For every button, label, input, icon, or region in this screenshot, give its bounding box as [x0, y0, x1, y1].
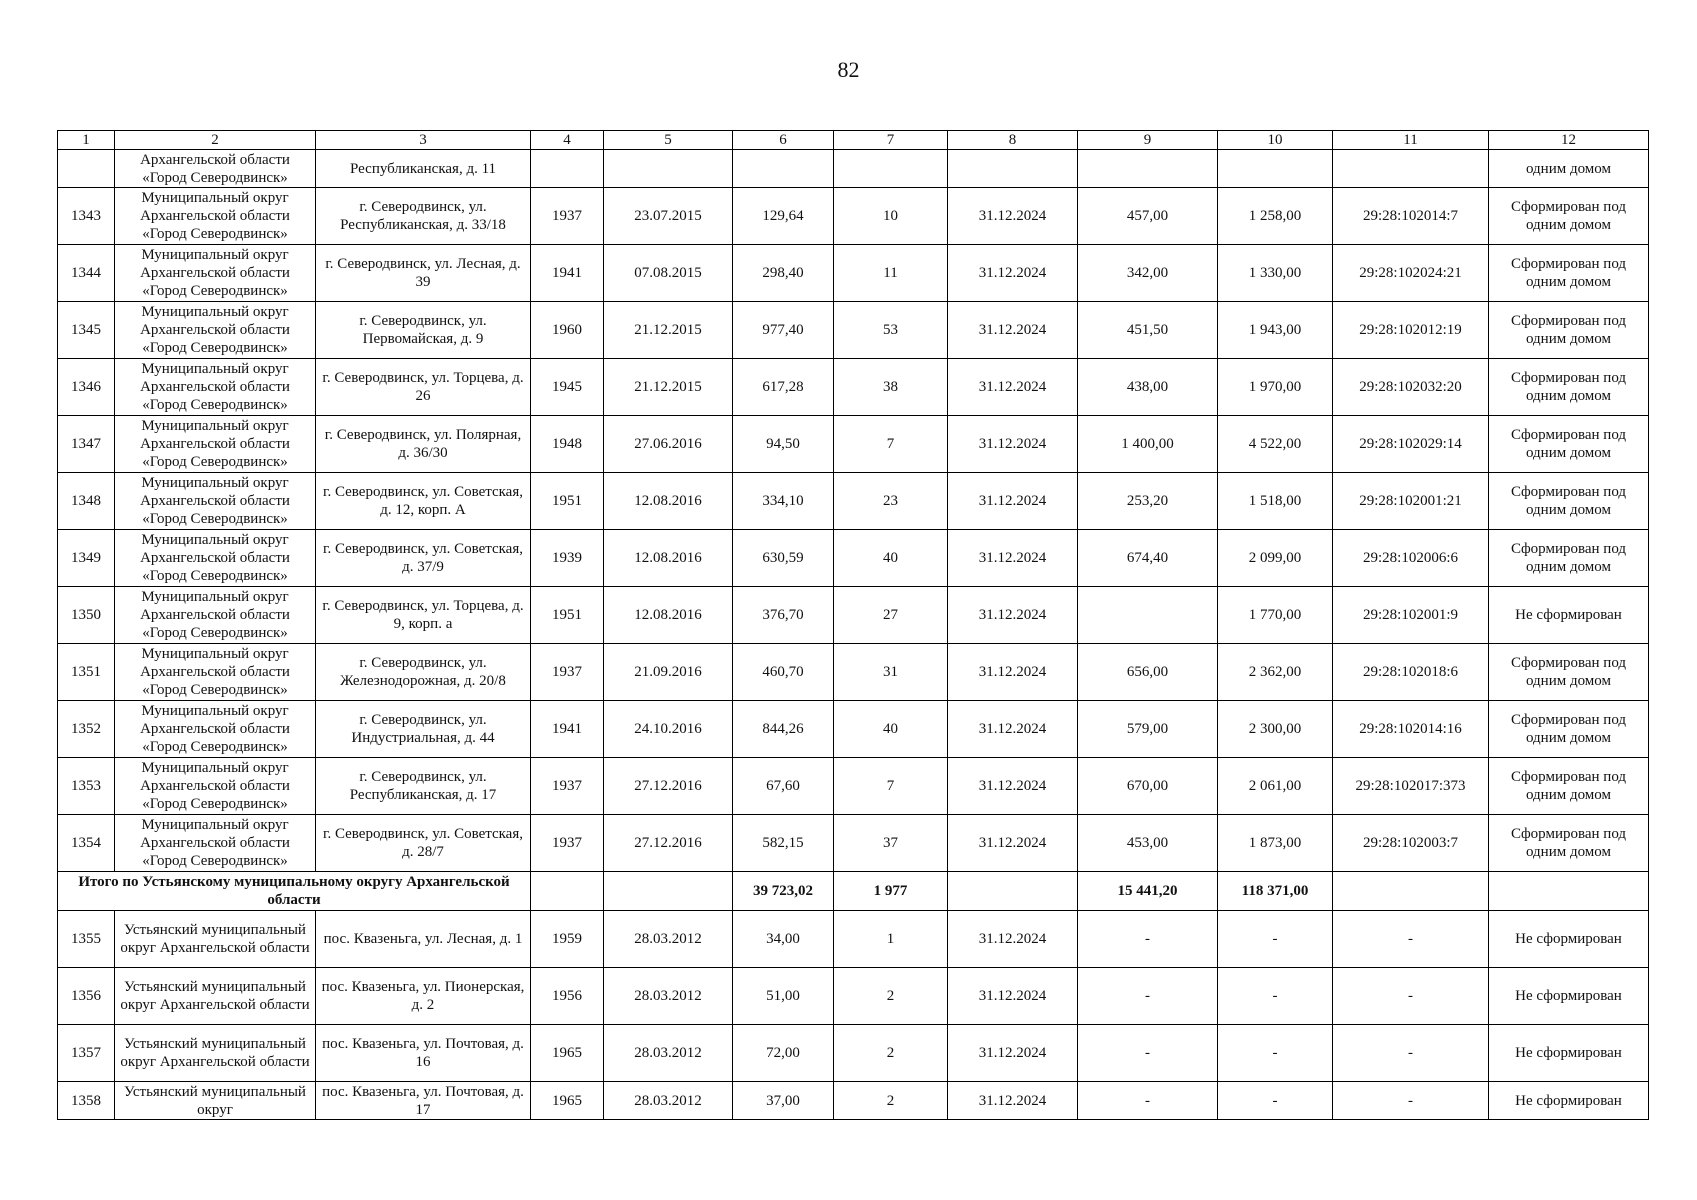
row-number-cell: 1347 [58, 416, 115, 473]
column-number: 9 [1078, 131, 1218, 150]
deadline-cell: 31.12.2024 [948, 1082, 1078, 1120]
area-cell: 617,28 [733, 359, 834, 416]
cadastral-value-cell [1218, 150, 1333, 188]
area-cell: 977,40 [733, 302, 834, 359]
column-number: 2 [115, 131, 316, 150]
cadastral-number-cell: 29:28:102014:16 [1333, 701, 1489, 758]
row-number-cell: 1344 [58, 245, 115, 302]
area-cell: 298,40 [733, 245, 834, 302]
column-number: 1 [58, 131, 115, 150]
cadastral-number-cell: 29:28:102014:7 [1333, 188, 1489, 245]
year-cell: 1937 [531, 188, 604, 245]
date-cell: 28.03.2012 [604, 911, 733, 968]
people-cell: 31 [834, 644, 948, 701]
row-number-cell: 1348 [58, 473, 115, 530]
status-cell: Сформирован под одним домом [1489, 416, 1649, 473]
people-cell: 2 [834, 1025, 948, 1082]
year-cell: 1937 [531, 644, 604, 701]
deadline-cell: 31.12.2024 [948, 1025, 1078, 1082]
column-number: 10 [1218, 131, 1333, 150]
people-cell: 1 [834, 911, 948, 968]
table-row [58, 188, 1649, 245]
owner-cell: Муниципальный округ Архангельской области «Город Северодвинск» [115, 701, 316, 758]
address-cell: г. Северодвинск, ул. Железнодорожная, д. 20/8 [316, 644, 531, 701]
status-cell: Не сформирован [1489, 1082, 1649, 1120]
address-cell: Республиканская, д. 11 [316, 150, 531, 188]
address-cell: г. Северодвинск, ул. Советская, д. 12, корп. А [316, 473, 531, 530]
date-cell: 12.08.2016 [604, 530, 733, 587]
owner-cell: Муниципальный округ Архангельской области «Город Северодвинск» [115, 587, 316, 644]
status-cell: Не сформирован [1489, 587, 1649, 644]
table-row [58, 644, 1649, 701]
column-number: 12 [1489, 131, 1649, 150]
cadastral-value-cell: - [1218, 968, 1333, 1025]
land-area-cell [1078, 150, 1218, 188]
row-number-cell: 1356 [58, 968, 115, 1025]
deadline-cell [948, 150, 1078, 188]
land-area-cell: 670,00 [1078, 758, 1218, 815]
owner-cell: Устьянский муниципальный округ Архангельской области [115, 968, 316, 1025]
status-cell: Сформирован под одним домом [1489, 758, 1649, 815]
row-number-cell: 1357 [58, 1025, 115, 1082]
people-cell: 2 [834, 968, 948, 1025]
table-row [58, 530, 1649, 587]
row-number-cell: 1345 [58, 302, 115, 359]
status-cell: Не сформирован [1489, 968, 1649, 1025]
cadastral-value-cell: 1 770,00 [1218, 587, 1333, 644]
people-cell [834, 150, 948, 188]
column-number: 11 [1333, 131, 1489, 150]
row-number-cell: 1350 [58, 587, 115, 644]
owner-cell: Архангельской области «Город Северодвинск» [115, 150, 316, 188]
owner-cell: Муниципальный округ Архангельской области «Город Северодвинск» [115, 245, 316, 302]
people-cell: 37 [834, 815, 948, 872]
cadastral-number-cell: - [1333, 968, 1489, 1025]
deadline-cell: 31.12.2024 [948, 473, 1078, 530]
row-number-cell: 1353 [58, 758, 115, 815]
address-cell: пос. Квазеньга, ул. Пионерская, д. 2 [316, 968, 531, 1025]
year-cell: 1960 [531, 302, 604, 359]
cadastral-number-cell: - [1333, 1082, 1489, 1120]
date-cell: 21.12.2015 [604, 302, 733, 359]
address-cell: г. Северодвинск, ул. Республиканская, д. 17 [316, 758, 531, 815]
owner-cell: Муниципальный округ Архангельской области «Город Северодвинск» [115, 815, 316, 872]
owner-cell: Муниципальный округ Архангельской области «Город Северодвинск» [115, 530, 316, 587]
total-land-area-cell: 15 441,20 [1078, 872, 1218, 911]
land-area-cell: 438,00 [1078, 359, 1218, 416]
people-cell: 10 [834, 188, 948, 245]
owner-cell: Муниципальный округ Архангельской области «Город Северодвинск» [115, 416, 316, 473]
year-cell: 1941 [531, 701, 604, 758]
table-row [58, 911, 1649, 968]
table-row [58, 701, 1649, 758]
cadastral-value-cell: 2 099,00 [1218, 530, 1333, 587]
deadline-cell: 31.12.2024 [948, 245, 1078, 302]
total-cadastral-value-cell: 118 371,00 [1218, 872, 1333, 911]
people-cell: 40 [834, 530, 948, 587]
date-cell: 27.06.2016 [604, 416, 733, 473]
row-number-cell: 1346 [58, 359, 115, 416]
area-cell: 94,50 [733, 416, 834, 473]
cadastral-number-cell: 29:28:102001:21 [1333, 473, 1489, 530]
date-cell: 28.03.2012 [604, 1025, 733, 1082]
table-row [58, 815, 1649, 872]
deadline-cell [948, 872, 1078, 911]
owner-cell: Муниципальный округ Архангельской области «Город Северодвинск» [115, 302, 316, 359]
people-cell: 53 [834, 302, 948, 359]
deadline-cell: 31.12.2024 [948, 188, 1078, 245]
year-cell: 1939 [531, 530, 604, 587]
cadastral-value-cell: 4 522,00 [1218, 416, 1333, 473]
land-area-cell: - [1078, 1082, 1218, 1120]
cadastral-value-cell: 1 330,00 [1218, 245, 1333, 302]
total-row [58, 872, 1649, 911]
owner-cell: Устьянский муниципальный округ [115, 1082, 316, 1120]
date-cell [604, 150, 733, 188]
area-cell: 51,00 [733, 968, 834, 1025]
deadline-cell: 31.12.2024 [948, 416, 1078, 473]
table-row [58, 758, 1649, 815]
address-cell: г. Северодвинск, ул. Первомайская, д. 9 [316, 302, 531, 359]
year-cell: 1951 [531, 587, 604, 644]
column-number: 5 [604, 131, 733, 150]
table-row [58, 1025, 1649, 1082]
date-cell: 24.10.2016 [604, 701, 733, 758]
cadastral-number-cell: - [1333, 911, 1489, 968]
year-cell: 1937 [531, 815, 604, 872]
row-number-cell: 1354 [58, 815, 115, 872]
cadastral-value-cell: 2 061,00 [1218, 758, 1333, 815]
date-cell: 28.03.2012 [604, 968, 733, 1025]
land-area-cell: 453,00 [1078, 815, 1218, 872]
table-row [58, 473, 1649, 530]
cadastral-value-cell: - [1218, 1082, 1333, 1120]
table-row [58, 587, 1649, 644]
area-cell: 334,10 [733, 473, 834, 530]
owner-cell: Муниципальный округ Архангельской области «Город Северодвинск» [115, 758, 316, 815]
address-cell: г. Северодвинск, ул. Торцева, д. 9, корп. а [316, 587, 531, 644]
owner-cell: Устьянский муниципальный округ Архангельской области [115, 911, 316, 968]
date-cell [604, 872, 733, 911]
year-cell: 1945 [531, 359, 604, 416]
cadastral-number-cell [1333, 150, 1489, 188]
deadline-cell: 31.12.2024 [948, 587, 1078, 644]
people-cell: 23 [834, 473, 948, 530]
people-cell: 27 [834, 587, 948, 644]
land-area-cell: 253,20 [1078, 473, 1218, 530]
cadastral-number-cell: 29:28:102003:7 [1333, 815, 1489, 872]
address-cell: г. Северодвинск, ул. Индустриальная, д. 44 [316, 701, 531, 758]
page-number: 82 [837, 57, 860, 82]
year-cell: 1965 [531, 1025, 604, 1082]
area-cell: 34,00 [733, 911, 834, 968]
area-cell: 844,26 [733, 701, 834, 758]
area-cell: 72,00 [733, 1025, 834, 1082]
year-cell [531, 150, 604, 188]
continued-row [58, 150, 1649, 188]
cadastral-value-cell: 2 300,00 [1218, 701, 1333, 758]
column-number: 8 [948, 131, 1078, 150]
cadastral-value-cell: 1 873,00 [1218, 815, 1333, 872]
status-cell: Не сформирован [1489, 1025, 1649, 1082]
date-cell: 21.12.2015 [604, 359, 733, 416]
address-cell: г. Северодвинск, ул. Республиканская, д. 33/18 [316, 188, 531, 245]
owner-cell: Муниципальный округ Архангельской области «Город Северодвинск» [115, 359, 316, 416]
cadastral-number-cell: 29:28:102017:373 [1333, 758, 1489, 815]
column-number: 3 [316, 131, 531, 150]
row-number-cell: 1351 [58, 644, 115, 701]
people-cell: 2 [834, 1082, 948, 1120]
date-cell: 27.12.2016 [604, 758, 733, 815]
land-area-cell: 451,50 [1078, 302, 1218, 359]
row-number-cell: 1343 [58, 188, 115, 245]
total-area-cell: 39 723,02 [733, 872, 834, 911]
deadline-cell: 31.12.2024 [948, 302, 1078, 359]
status-cell: Сформирован под одним домом [1489, 644, 1649, 701]
status-cell: Сформирован под одним домом [1489, 245, 1649, 302]
column-number-header-row [58, 131, 1649, 150]
deadline-cell: 31.12.2024 [948, 911, 1078, 968]
status-cell [1489, 872, 1649, 911]
status-cell: Сформирован под одним домом [1489, 473, 1649, 530]
land-area-cell: - [1078, 911, 1218, 968]
people-cell: 38 [834, 359, 948, 416]
status-cell: Сформирован под одним домом [1489, 701, 1649, 758]
cadastral-value-cell: 1 518,00 [1218, 473, 1333, 530]
year-cell [531, 872, 604, 911]
address-cell: г. Северодвинск, ул. Лесная, д. 39 [316, 245, 531, 302]
cadastral-value-cell: - [1218, 1025, 1333, 1082]
total-people-cell: 1 977 [834, 872, 948, 911]
table-row [58, 302, 1649, 359]
status-cell: Сформирован под одним домом [1489, 302, 1649, 359]
row-number-cell: 1358 [58, 1082, 115, 1120]
address-cell: пос. Квазеньга, ул. Лесная, д. 1 [316, 911, 531, 968]
date-cell: 27.12.2016 [604, 815, 733, 872]
year-cell: 1937 [531, 758, 604, 815]
land-area-cell: 656,00 [1078, 644, 1218, 701]
area-cell: 460,70 [733, 644, 834, 701]
row-number-cell: 1355 [58, 911, 115, 968]
column-number: 7 [834, 131, 948, 150]
land-area-cell: 342,00 [1078, 245, 1218, 302]
status-cell: Сформирован под одним домом [1489, 188, 1649, 245]
total-label: Итого по Устьянскому муниципальному округу Архангельской области [58, 872, 531, 911]
deadline-cell: 31.12.2024 [948, 359, 1078, 416]
cadastral-number-cell: 29:28:102029:14 [1333, 416, 1489, 473]
cadastral-number-cell: 29:28:102001:9 [1333, 587, 1489, 644]
table-row [58, 416, 1649, 473]
deadline-cell: 31.12.2024 [948, 968, 1078, 1025]
cadastral-value-cell: - [1218, 911, 1333, 968]
people-cell: 40 [834, 701, 948, 758]
cadastral-number-cell: 29:28:102006:6 [1333, 530, 1489, 587]
cadastral-number-cell: 29:28:102032:20 [1333, 359, 1489, 416]
area-cell [733, 150, 834, 188]
area-cell: 630,59 [733, 530, 834, 587]
deadline-cell: 31.12.2024 [948, 815, 1078, 872]
deadline-cell: 31.12.2024 [948, 758, 1078, 815]
row-number-cell: 1352 [58, 701, 115, 758]
area-cell: 376,70 [733, 587, 834, 644]
land-area-cell: 579,00 [1078, 701, 1218, 758]
date-cell: 21.09.2016 [604, 644, 733, 701]
cadastral-number-cell: 29:28:102018:6 [1333, 644, 1489, 701]
area-cell: 582,15 [733, 815, 834, 872]
owner-cell: Муниципальный округ Архангельской области «Город Северодвинск» [115, 473, 316, 530]
cadastral-number-cell: 29:28:102012:19 [1333, 302, 1489, 359]
cadastral-value-cell: 1 258,00 [1218, 188, 1333, 245]
address-cell: г. Северодвинск, ул. Советская, д. 37/9 [316, 530, 531, 587]
date-cell: 28.03.2012 [604, 1082, 733, 1120]
owner-cell: Муниципальный округ Архангельской области «Город Северодвинск» [115, 188, 316, 245]
people-cell: 7 [834, 758, 948, 815]
row-number-cell [58, 150, 115, 188]
land-area-cell: 1 400,00 [1078, 416, 1218, 473]
date-cell: 12.08.2016 [604, 473, 733, 530]
land-area-cell: - [1078, 1025, 1218, 1082]
address-cell: г. Северодвинск, ул. Полярная, д. 36/30 [316, 416, 531, 473]
cadastral-number-cell [1333, 872, 1489, 911]
row-number-cell: 1349 [58, 530, 115, 587]
address-cell: г. Северодвинск, ул. Советская, д. 28/7 [316, 815, 531, 872]
table-row [58, 245, 1649, 302]
land-area-cell: 457,00 [1078, 188, 1218, 245]
status-cell: Сформирован под одним домом [1489, 359, 1649, 416]
area-cell: 67,60 [733, 758, 834, 815]
cadastral-number-cell: 29:28:102024:21 [1333, 245, 1489, 302]
table-row [58, 1082, 1649, 1120]
cadastral-value-cell: 1 943,00 [1218, 302, 1333, 359]
cadastral-value-cell: 1 970,00 [1218, 359, 1333, 416]
address-cell: пос. Квазеньга, ул. Почтовая, д. 17 [316, 1082, 531, 1120]
status-cell: Не сформирован [1489, 911, 1649, 968]
cadastral-value-cell: 2 362,00 [1218, 644, 1333, 701]
owner-cell: Муниципальный округ Архангельской области «Город Северодвинск» [115, 644, 316, 701]
people-cell: 7 [834, 416, 948, 473]
cadastral-number-cell: - [1333, 1025, 1489, 1082]
housing-registry-table [57, 130, 1649, 1120]
date-cell: 23.07.2015 [604, 188, 733, 245]
date-cell: 12.08.2016 [604, 587, 733, 644]
table-row [58, 359, 1649, 416]
deadline-cell: 31.12.2024 [948, 530, 1078, 587]
address-cell: пос. Квазеньга, ул. Почтовая, д. 16 [316, 1025, 531, 1082]
land-area-cell: - [1078, 968, 1218, 1025]
status-cell: Сформирован под одним домом [1489, 815, 1649, 872]
year-cell: 1956 [531, 968, 604, 1025]
column-number: 4 [531, 131, 604, 150]
year-cell: 1951 [531, 473, 604, 530]
year-cell: 1965 [531, 1082, 604, 1120]
table-row [58, 968, 1649, 1025]
deadline-cell: 31.12.2024 [948, 644, 1078, 701]
deadline-cell: 31.12.2024 [948, 701, 1078, 758]
land-area-cell: 674,40 [1078, 530, 1218, 587]
people-cell: 11 [834, 245, 948, 302]
address-cell: г. Северодвинск, ул. Торцева, д. 26 [316, 359, 531, 416]
date-cell: 07.08.2015 [604, 245, 733, 302]
land-area-cell [1078, 587, 1218, 644]
year-cell: 1959 [531, 911, 604, 968]
owner-cell: Устьянский муниципальный округ Архангельской области [115, 1025, 316, 1082]
area-cell: 37,00 [733, 1082, 834, 1120]
status-cell: одним домом [1489, 150, 1649, 188]
column-number: 6 [733, 131, 834, 150]
year-cell: 1941 [531, 245, 604, 302]
status-cell: Сформирован под одним домом [1489, 530, 1649, 587]
year-cell: 1948 [531, 416, 604, 473]
area-cell: 129,64 [733, 188, 834, 245]
